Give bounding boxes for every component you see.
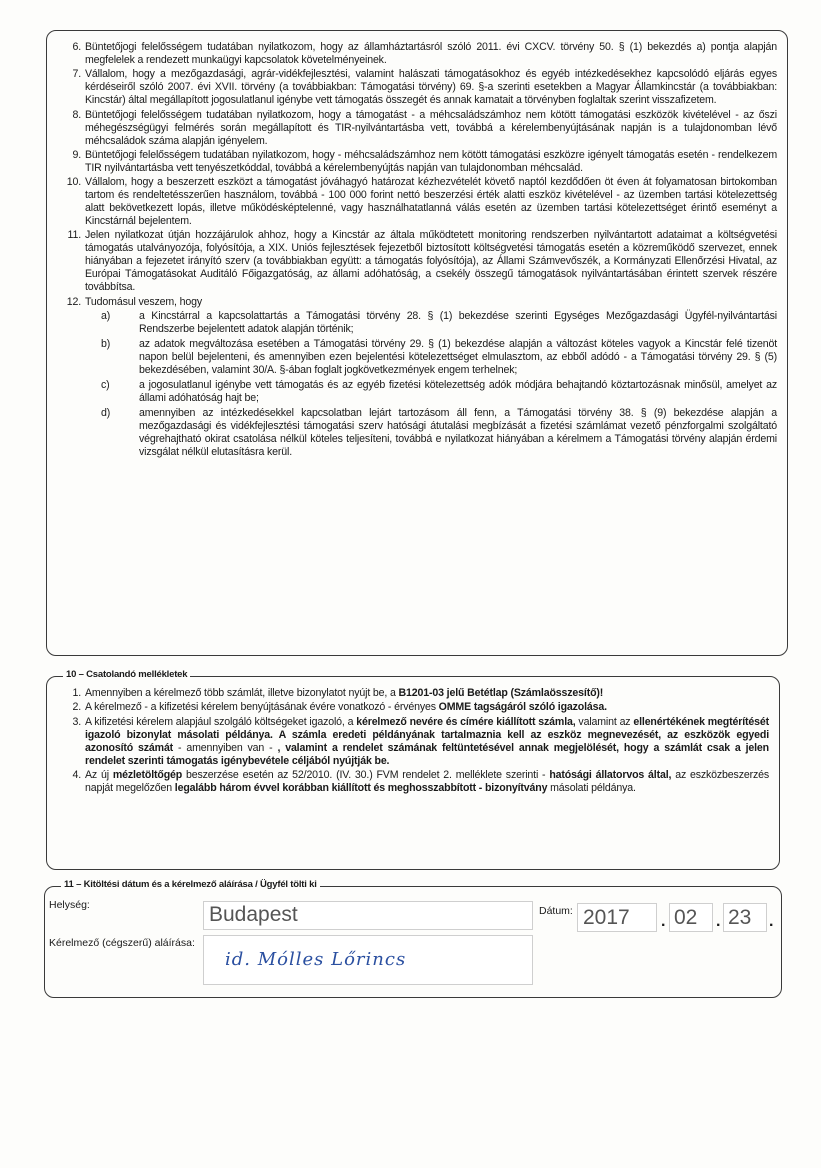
declarations-list bbox=[61, 41, 777, 309]
declaration-item: 6. Büntetőjogi felelősségem tudatában nyilatkozom, hogy az államháztartásról szóló 2011. évi CXCV. törvény 50. § (1) bekezdés a) pontja alapján megfelelek a rendezett munkaügyi kapcsolatok követelményeinek. bbox=[72, 41, 777, 66]
signature-legend: 11 – Kitöltési dátum és a kérelmező aláírása / Ügyfél tölti ki bbox=[61, 879, 320, 890]
date-month-value: 02 bbox=[674, 906, 698, 929]
declaration-item: 8. Büntetőjogi felelősségem tudatában nyilatkozom, hogy a támogatást - a méhcsaládszámhoz nem kötött támogatási eszközök kivételével - az őszi méhegészségügyi felmérés során megállapított és TIR-nyilvántartásba vett, továbbá a kérelembenyújtásának napján is a tulajdonomban lévő méhcsaládok száma alapján igényelem. bbox=[72, 108, 777, 147]
declaration-item: 7. Vállalom, hogy a mezőgazdasági, agrár-vidékfejlesztési, valamint halászati támogatásokhoz és egyéb intézkedésekhez kapcsolódó eljárás egyes kérdéseiről szóló 2007. évi XVII. törvény (a továbbiakban: Támogatási törvény) 69. §-a szerinti esetekben a Magyar Államkincstár (a továbbiakban: Kincstár) által megállapított jogosulatlanul igénybe vett támogatás összegét és annak kamatait a törvényben foglaltak szerint visszafizetem. bbox=[72, 68, 777, 107]
attachment-item: 4. Az új mézletöltőgép beszerzése esetén az 52/2010. (IV. 30.) FVM rendelet 2. melléklete szerinti - hatósági állatorvos által, az eszközbeszerzés napját megelőzően legalább három évvel korábban kiállított és meghosszabbított - bizonyítvány másolati példánya. bbox=[72, 768, 769, 794]
place-label: Helység: bbox=[49, 899, 90, 911]
attachment-item: 3. A kifizetési kérelem alapjául szolgáló költségeket igazoló, a kérelmező nevére és címére kiállított számla, valamint az ellenértékének megtérítését igazoló bizonylat másolati példánya. A számla eredeti példányának tartalmaznia kell az eszköz megnevezését, az eszközök egyedi azonosító számát - amennyiben van - , valamint a rendelet számának feltüntetésével annak megjelölését, hogy a számlát csak a jelen rendelet szerinti támogatás igénybevétele céljából nyújtják be. bbox=[72, 715, 769, 767]
place-value: Budapest bbox=[209, 903, 298, 926]
date-year-value: 2017 bbox=[583, 906, 630, 929]
date-separator: . bbox=[716, 913, 721, 930]
declaration-item: 10. Vállalom, hogy a beszerzett eszközt a támogatást jóváhagyó határozat kézhezvételét követő naptól kezdődően öt éven át folyamatosan birtokomban tartom és rendeltetésszerűen használom, továbbá - 100 000 forint nettó beszerzési érték alatti eszköz kivételével - az üzemben tartási kötelezettség alatt bekövetkezett lopás, illetve működésképtelenné, vagy használhatatlanná válás esetén az üzemben tartási kötelezettséget érintő eseményt a Kincstárnál bejelentem. bbox=[66, 176, 777, 228]
date-label: Dátum: bbox=[539, 905, 573, 917]
attachments-section bbox=[46, 669, 780, 870]
declaration-item: 12. Tudomásul veszem, hogy bbox=[66, 295, 203, 308]
declarations-section bbox=[46, 30, 788, 656]
declaration-item: 11. Jelen nyilatkozat útján hozzájárulok ahhoz, hogy a Kincstár az általa működtetett monitoring rendszerben nyilvántartott adataimat a költségvetési támogatás utalványozója, folyósítója, a XIX. Uniós fejlesztések fejezetből biztosított költségvetési támogatás esetén a közreműködő szervezet, ennek hiányában a fejezetet irányító szerv (a továbbiakban együtt: a támogatás folyósítója), az Állami Számvevőszék, a Kormányzati Ellenőrzési Hivatal, az Európai Támogatásokat Auditáló Főigazgatóság, az állami adóhatóság, a csekély összegű támogatások nyilvántartásában érintett szervek részére továbbítsa. bbox=[67, 229, 777, 294]
attachments-legend: 10 – Csatolandó mellékletek bbox=[63, 669, 190, 680]
signature-section bbox=[44, 879, 782, 998]
attachment-item: 1. Amennyiben a kérelmező több számlát, illetve bizonylatot nyújt be, a B1201-03 jelű Betétlap (Számlaösszesítő)! bbox=[72, 687, 604, 699]
declaration-item: 9. Büntetőjogi felelősségem tudatában nyilatkozom, hogy - méhcsaládszámhoz nem kötött támogatási eszközre igényelt támogatás esetén - rendelkezem TIR nyilvántartásba vett tenyészetkóddal, továbbá a kérelembenyújtás napján van tulajdonomban méhcsalád. bbox=[72, 148, 777, 174]
date-day-value: 23 bbox=[728, 906, 752, 929]
date-separator: . bbox=[769, 913, 774, 930]
signature-label: Kérelmező (cégszerű) aláírása: bbox=[49, 937, 195, 949]
declaration-subitem: b) az adatok megváltozása esetében a Támogatási törvény 29. § (1) bekezdése alapján a változást köteles vagyok a Kincstár felé tizenöt napon belül bejelenteni, és amennyiben ezen bejelentési kötelezettséget elmulasztom, az ebből adódó - a Támogatási törvény 29. § (5) bekezdésében, valamint 30/A. §-ában foglalt jogkövetkezmények engem terhelnek; bbox=[101, 338, 777, 377]
declaration-subitem: c) a jogosulatlanul igénybe vett támogatás és az egyéb fizetési kötelezettség adók módjára behajtandó köztartozásnak minősül, amelyet az állami adóhatóság hajt be; bbox=[101, 379, 777, 405]
handwritten-signature: id. Mólles Lőrincs bbox=[225, 949, 407, 970]
attachment-item: 2. A kérelmező - a kifizetési kérelem benyújtásának évére vonatkozó - érvényes OMME tagságáról szóló igazolása. bbox=[72, 701, 607, 714]
declaration-subitem: d) amennyiben az intézkedésekkel kapcsolatban lejárt tartozásom áll fenn, a Támogatási törvény 38. § (9) bekezdése alapján a mezőgazdasági és vidékfejlesztési támogatási szerv hatósági átutalási megbízását a fizetési számlámat vezető pénzforgalmi szolgáltató végrehajtható okirat csatolása nélkül köteles teljesíteni, továbbá e nyilatkozat hiányában a kérelmem a Támogatási törvény alapján érdemi vizsgálat nélkül elutasításra kerül. bbox=[101, 407, 777, 459]
declaration-subitem: a) a Kincstárral a kapcsolattartás a Támogatási törvény 28. § (1) bekezdése szerinti Egységes Mezőgazdasági Ügyfél-nyilvántartási Rendszerbe bejelentett adatok alapján történik; bbox=[101, 310, 777, 336]
date-separator: . bbox=[661, 913, 666, 930]
